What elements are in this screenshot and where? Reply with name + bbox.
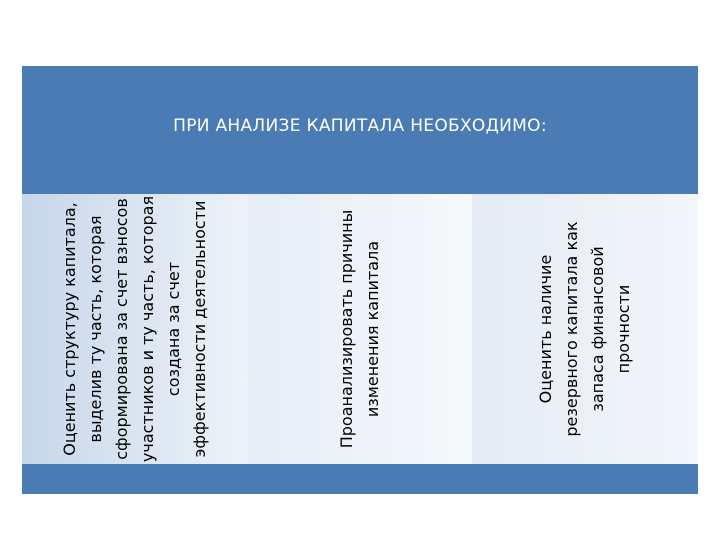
column-text: Оценить структуру капитала, выделив ту часть, которая сформирована за счет взносов участников и ту часть, которая создана за счет эффективности деятельности bbox=[60, 195, 209, 463]
column-capital-structure bbox=[22, 194, 248, 464]
column-reserve-capital bbox=[472, 194, 698, 464]
column-change-reasons bbox=[248, 194, 472, 464]
table-header-title: ПРИ АНАЛИЗЕ КАПИТАЛА НЕОБХОДИМО: bbox=[173, 116, 547, 136]
slide-table bbox=[22, 66, 698, 494]
column-text: Проанализировать причины изменения капитала bbox=[337, 209, 382, 449]
column-text: Оценить наличие резервного капитала как запаса финансовой прочности bbox=[536, 221, 633, 437]
